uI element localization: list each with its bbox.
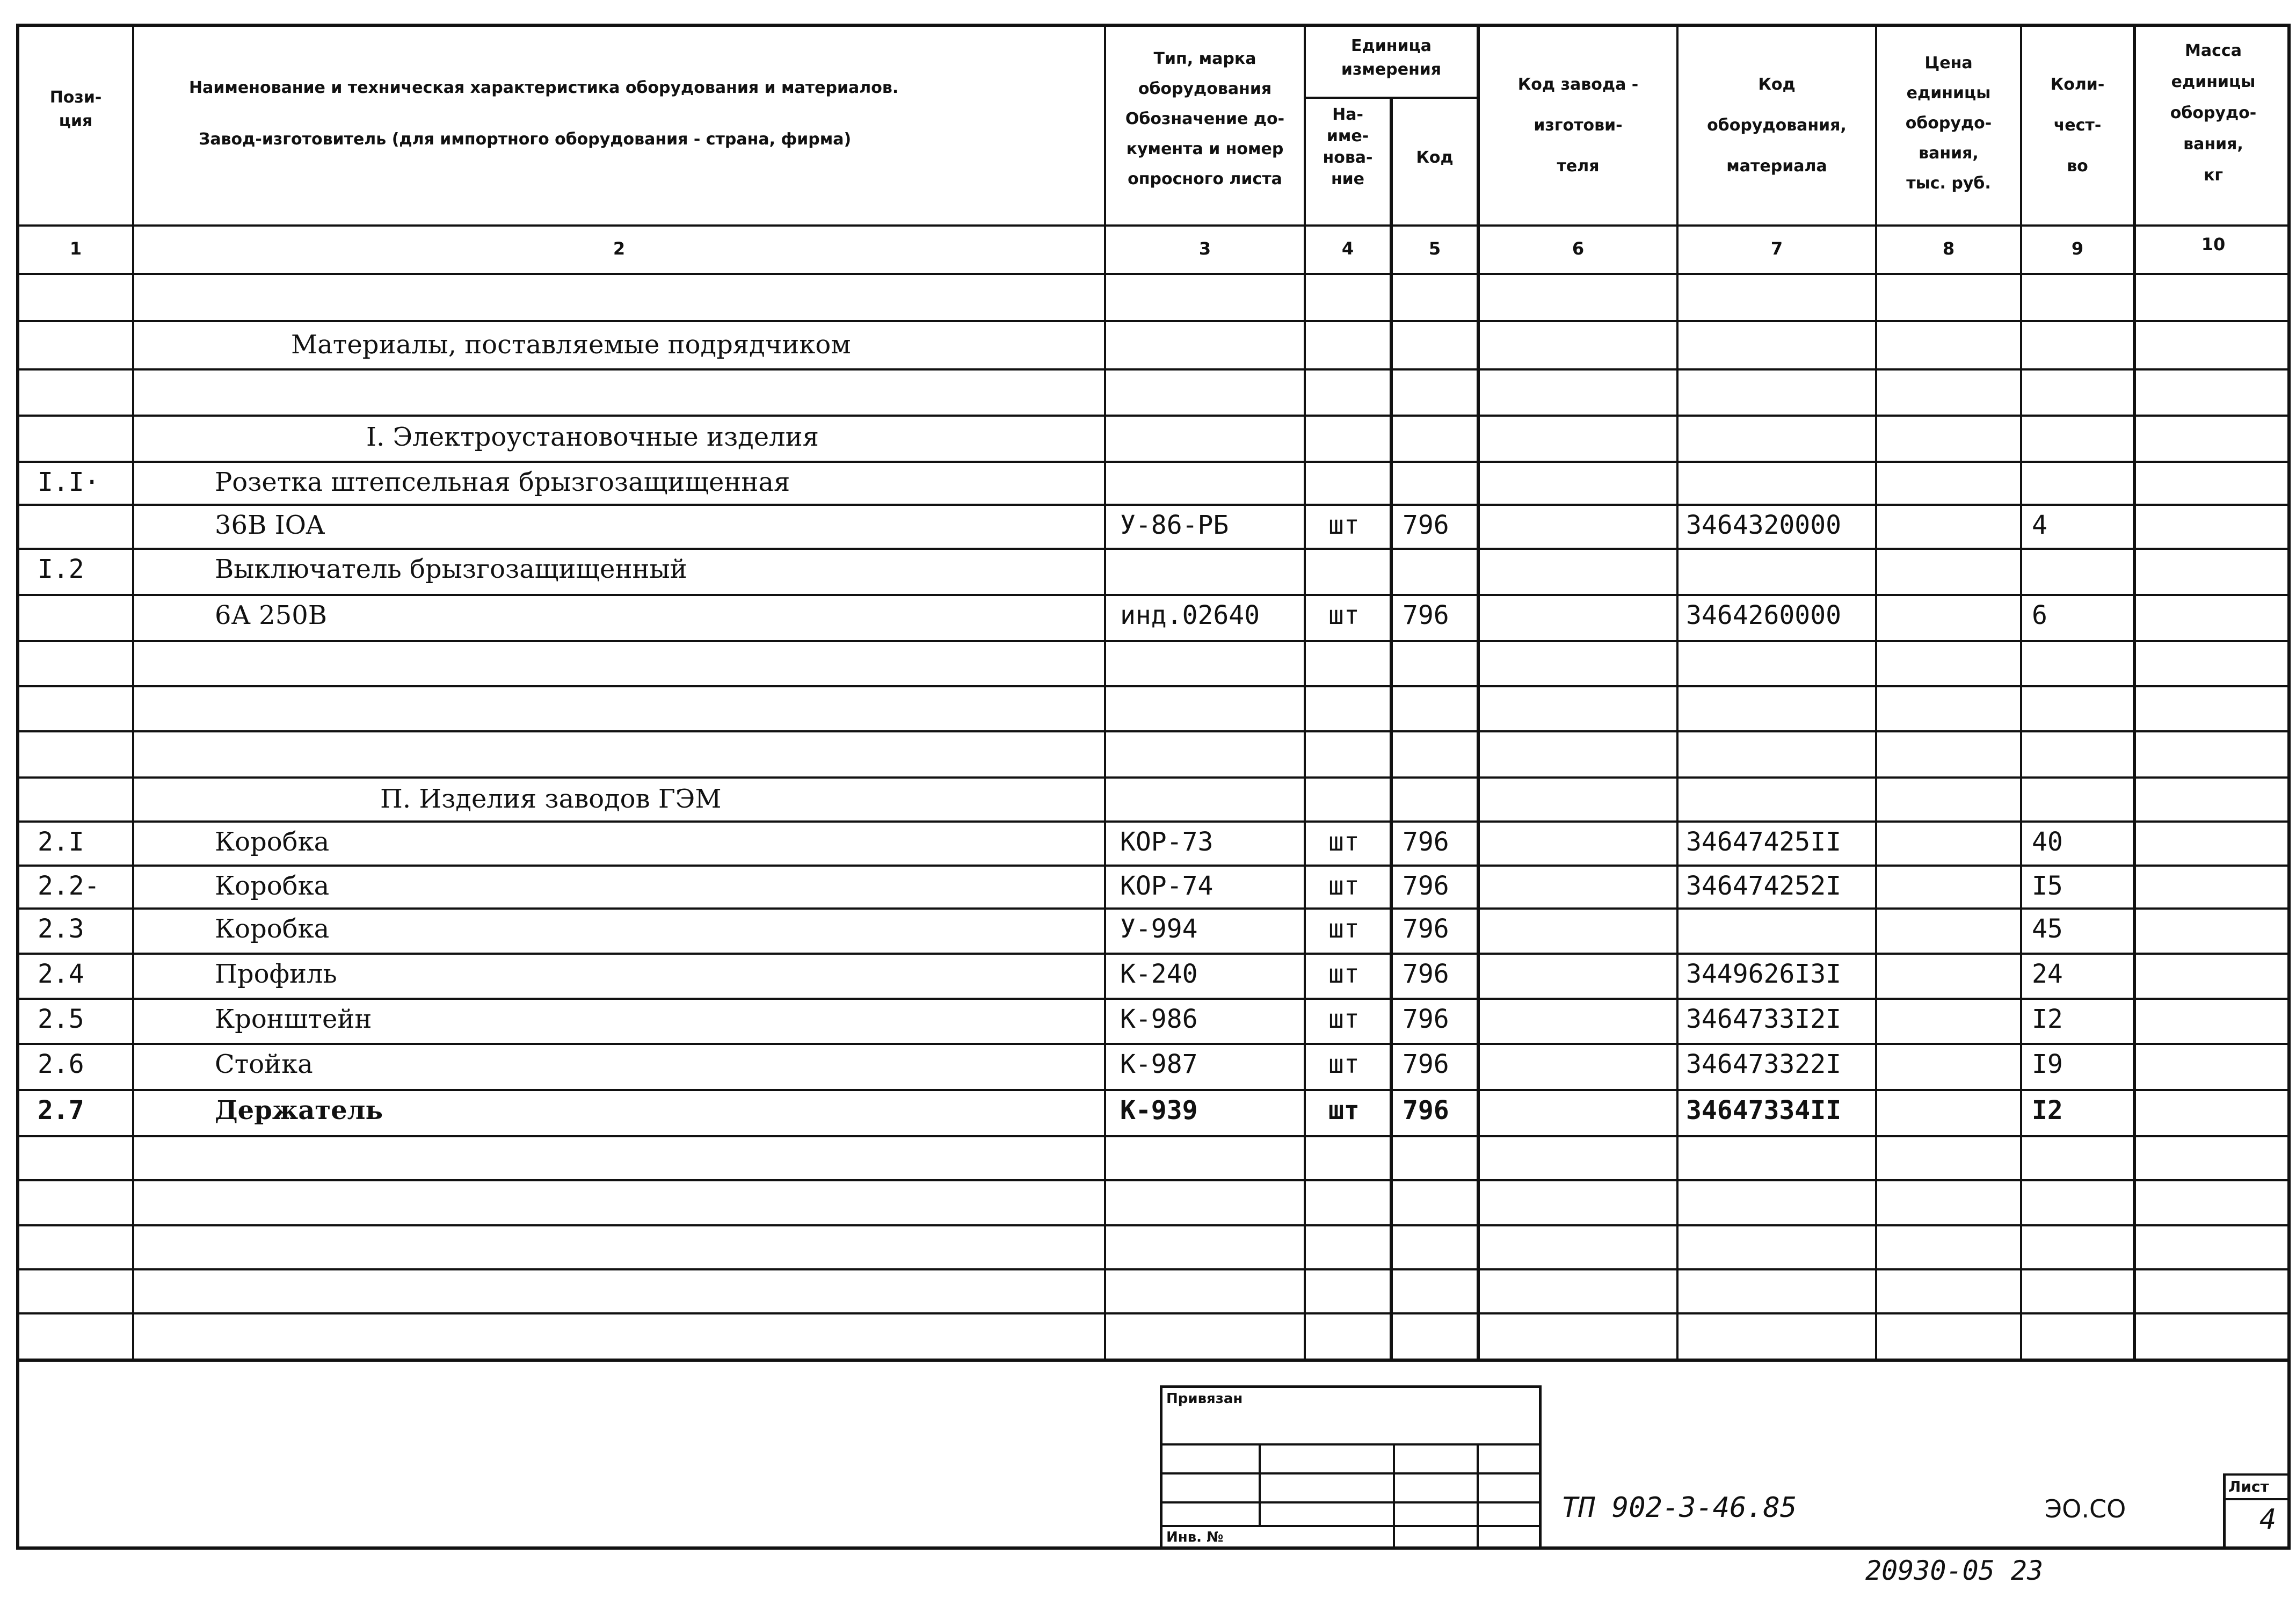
row-line	[16, 907, 2291, 910]
header-quantity: Коли- чест- во	[2050, 75, 2105, 176]
row-pos: 2.4	[38, 959, 84, 989]
row-name: 36В IOA	[215, 510, 325, 540]
column-number: 10	[2201, 234, 2226, 255]
row-unit: шт	[1328, 914, 1360, 944]
row-unit: шт	[1328, 510, 1360, 540]
column-number: 1	[69, 238, 82, 259]
row-unit: шт	[1328, 959, 1360, 989]
row-code: 796	[1403, 959, 1449, 989]
row-qty: I9	[2032, 1049, 2063, 1079]
row-name: Коробка	[215, 871, 330, 901]
row-mat: 3464260000	[1686, 600, 1841, 630]
row-pos: 2.5	[38, 1004, 84, 1034]
column-number: 3	[1198, 238, 1211, 259]
stamp-border	[1160, 1385, 1541, 1388]
numbers-bottom	[16, 273, 2291, 275]
row-unit: шт	[1328, 1004, 1360, 1034]
section1-title: I. Электроустановочные изделия	[366, 422, 819, 452]
col-divider	[1875, 24, 1877, 1359]
header-unit-name: На- име- нова- ние	[1323, 105, 1373, 188]
header-name-line2: Завод-изготовитель (для импортного оборудования - страна, фирма)	[199, 130, 852, 149]
row-code: 796	[1403, 510, 1449, 540]
row-qty: 40	[2032, 827, 2063, 857]
stamp-line	[1259, 1443, 1261, 1525]
row-line	[16, 730, 2291, 732]
row-line	[16, 1268, 2291, 1270]
row-line	[16, 820, 2291, 823]
row-mat: 34647334II	[1686, 1095, 1841, 1125]
footer-code: 20930-05 23	[1865, 1555, 2044, 1586]
row-line	[16, 415, 2291, 417]
stamp-line	[1393, 1443, 1395, 1550]
row-type: К-240	[1120, 959, 1198, 989]
row-line	[16, 1312, 2291, 1314]
col-divider	[1477, 24, 1480, 1359]
row-mat: 34647425II	[1686, 827, 1841, 857]
row-name: Коробка	[215, 827, 330, 857]
stamp-line	[1477, 1443, 1479, 1550]
row-pos: 2.6	[38, 1049, 84, 1079]
sheet-box-border	[2223, 1473, 2291, 1476]
row-line	[16, 368, 2291, 371]
row-type: КОР-74	[1120, 871, 1214, 901]
row-code: 796	[1403, 871, 1449, 901]
row-pos: 2.3	[38, 914, 84, 944]
section2-title: П. Изделия заводов ГЭМ	[380, 784, 722, 814]
stamp-line	[1160, 1443, 1539, 1446]
row-name: 6А 250В	[215, 600, 328, 630]
column-number: 4	[1341, 238, 1354, 259]
row-line	[16, 865, 2291, 867]
row-pos: I.I·	[38, 467, 100, 497]
row-type: К-986	[1120, 1004, 1198, 1034]
stamp-line	[1160, 1472, 1539, 1474]
row-qty: I2	[2032, 1004, 2063, 1034]
row-code: 796	[1403, 1095, 1449, 1125]
row-type: К-987	[1120, 1049, 1198, 1079]
row-name: Розетка штепсельная брызгозащищенная	[215, 467, 790, 497]
row-type: КОР-73	[1120, 827, 1214, 857]
header-type: Тип, марка оборудования Обозначение до- кумента и номер опросного листа	[1125, 49, 1285, 188]
row-qty: I2	[2032, 1095, 2063, 1125]
header-price: Цена единицы оборудо- вания, тыс. руб.	[1905, 54, 1992, 193]
col-divider	[1104, 24, 1106, 1359]
row-line	[16, 320, 2291, 322]
header-mass: Масса единицы оборудо- вания, кг	[2170, 41, 2257, 185]
table-bottom	[16, 1359, 2291, 1362]
row-line	[16, 1224, 2291, 1226]
header-factory-code: Код завода - изготови- теля	[1517, 75, 1639, 176]
unit-header-divider	[1304, 97, 1477, 99]
row-code: 796	[1403, 1049, 1449, 1079]
row-name: Профиль	[215, 959, 337, 989]
row-qty: 45	[2032, 914, 2063, 944]
header-unit-code: Код	[1416, 148, 1454, 167]
row-type: К-939	[1120, 1095, 1198, 1125]
row-line	[16, 1179, 2291, 1181]
header-name-line1: Наименование и техническая характеристика оборудования и материалов.	[189, 78, 899, 97]
section-title: Материалы, поставляемые подрядчиком	[291, 330, 851, 360]
stamp-line	[1160, 1525, 1539, 1527]
header-position: Пози- ция	[49, 88, 102, 130]
row-code: 796	[1403, 1004, 1449, 1034]
section-code: ЭО.СО	[2045, 1494, 2126, 1523]
col-divider	[1304, 24, 1306, 1359]
row-type: У-86-РБ	[1120, 510, 1229, 540]
header-unit: Единица измерения	[1341, 37, 1442, 79]
row-line	[16, 953, 2291, 955]
stamp-border	[1539, 1385, 1542, 1550]
row-type: У-994	[1120, 914, 1198, 944]
sheet-box-border	[2223, 1473, 2226, 1550]
row-mat: 346474252I	[1686, 871, 1841, 901]
row-line	[16, 548, 2291, 550]
row-unit: шт	[1328, 871, 1360, 901]
row-code: 796	[1403, 600, 1449, 630]
row-qty: 6	[2032, 600, 2047, 630]
sheet-label: Лист	[2228, 1478, 2269, 1495]
row-qty: 4	[2032, 510, 2047, 540]
row-mat: 3464320000	[1686, 510, 1841, 540]
stamp-line	[1160, 1501, 1539, 1503]
column-number: 8	[1942, 238, 1955, 259]
document-code: ТП 902-3-46.85	[1561, 1492, 1797, 1524]
row-mat: 346473322I	[1686, 1049, 1841, 1079]
sheet-number: 4	[2259, 1503, 2277, 1536]
row-unit: шт	[1328, 1095, 1360, 1125]
row-code: 796	[1403, 827, 1449, 857]
row-name: Коробка	[215, 914, 330, 944]
stamp-inventory-label: Инв. №	[1166, 1529, 1224, 1545]
row-name: Кронштейн	[215, 1004, 372, 1034]
col-divider	[1390, 97, 1393, 1359]
column-number: 6	[1572, 238, 1585, 259]
row-unit: шт	[1328, 1049, 1360, 1079]
row-line	[16, 461, 2291, 463]
col-divider	[132, 24, 134, 1359]
col-divider	[2020, 24, 2022, 1359]
row-qty: I5	[2032, 871, 2063, 901]
row-line	[16, 1043, 2291, 1045]
row-line	[16, 776, 2291, 779]
column-number: 2	[613, 238, 626, 259]
stamp-attached-label: Привязан	[1166, 1391, 1243, 1407]
row-line	[16, 1089, 2291, 1091]
row-line	[16, 998, 2291, 1000]
row-code: 796	[1403, 914, 1449, 944]
row-unit: шт	[1328, 827, 1360, 857]
row-name: Выключатель брызгозащищенный	[215, 554, 687, 584]
sheet-box-border	[2223, 1498, 2291, 1500]
row-line	[16, 1135, 2291, 1137]
header-bottom	[16, 224, 2291, 227]
col-divider	[2133, 24, 2136, 1359]
col-divider	[1676, 24, 1679, 1359]
row-line	[16, 504, 2291, 506]
row-mat: 3449626I3I	[1686, 959, 1841, 989]
row-line	[16, 640, 2291, 642]
column-number: 5	[1428, 238, 1441, 259]
column-number: 9	[2071, 238, 2084, 259]
row-qty: 24	[2032, 959, 2063, 989]
column-number: 7	[1770, 238, 1783, 259]
row-name: Держатель	[215, 1095, 383, 1125]
row-mat: 3464733I2I	[1686, 1004, 1841, 1034]
row-pos: 2.I	[38, 827, 84, 857]
row-name: Стойка	[215, 1049, 313, 1079]
row-line	[16, 685, 2291, 687]
header-material-code: Код оборудования, материала	[1707, 75, 1847, 176]
row-line	[16, 594, 2291, 596]
row-type: инд.02640	[1120, 600, 1260, 630]
row-pos: I.2	[38, 554, 84, 584]
row-pos: 2.7	[38, 1095, 84, 1125]
row-pos: 2.2-	[38, 871, 100, 901]
row-unit: шт	[1328, 600, 1360, 630]
